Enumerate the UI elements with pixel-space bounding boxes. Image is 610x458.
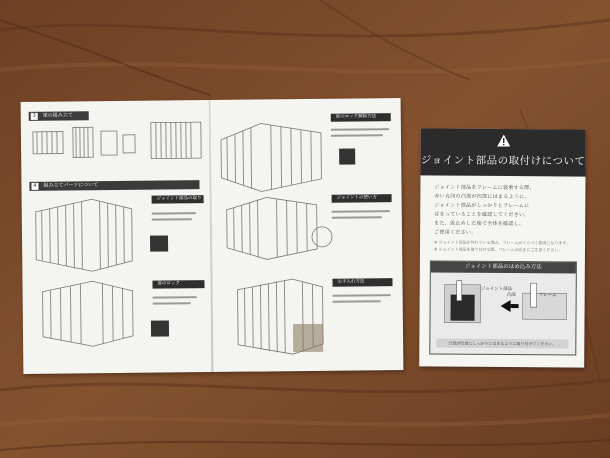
panel-rack-drawing [73,127,93,157]
joint-diagram-box [429,260,577,355]
label-joint: ジョイント部品 [480,286,513,293]
step-3-title: 扉の組み立て [42,112,73,119]
assembly-illustrations [21,98,404,374]
insert-line-6: ご使用ください。 [434,229,477,236]
playpen-drawing-1 [36,199,133,272]
assembled-gate-drawing [151,122,201,159]
insert-line-1: ジョイント部品をフレームに装着する際、 [434,184,535,192]
callout-joint-label: ジョイント部品の取り付け [156,196,202,210]
hinge-part-drawing [123,135,135,153]
playpen-drawing-2 [42,281,133,347]
joint-diagram-header: ジョイント部品のはめ込み方法 [431,262,576,274]
frame-tube [531,283,537,307]
insert-line-5: また、仮止めした後で全体を確認し、 [434,220,525,228]
callout-lock-label: 扉のロック [157,281,180,287]
zoom-detail-circle [312,227,332,247]
callout-joint [152,195,204,210]
gate-panel-drawing [33,132,63,154]
label-convex: 凸部 [506,293,516,299]
step-4-number: 4 [33,182,37,189]
step-4-title: 組み立てパーツについて [43,182,99,189]
joint-slot [457,281,462,301]
playpen-drawing-3 [221,123,322,192]
right-header-unlock-label: 扉のロック解除方法 [335,114,377,120]
warning-triangle-icon [497,134,511,147]
playpen-photo [293,324,323,352]
callout-care [332,278,392,287]
detail-photo-3 [339,148,355,164]
insert-line-2: 赤い丸印の凸部が凹部にはまるように、 [434,193,530,201]
detail-photo-1 [150,235,168,251]
insert-title: ジョイント部品の取付けについて [420,154,586,168]
callout-care-label: お手入れ方法 [337,279,365,285]
playpen-drawing-4 [227,197,318,260]
right-header-unlock [331,113,391,122]
callout-lock [152,280,204,289]
insert-note-2: ※ ジョイント部品を取り付ける際、フレームの向きにご注意ください。 [433,246,563,253]
joint-parts-insert-sheet [419,128,586,367]
insert-note-1: ※ ジョイント部品が外れている場合、フレームがぐらつく原因となります。 [434,239,571,246]
detail-photo-2 [151,320,169,336]
label-frame: フレーム [538,293,557,299]
step-3-number: 3 [32,112,36,119]
instruction-manual-sheet [21,98,404,374]
arrow-shaft [511,304,519,308]
door-panel-drawing [101,131,117,155]
arrow-left-icon [501,300,511,312]
joint-part-inner [450,295,474,321]
insert-header [421,128,586,176]
insert-line-4: はまっていることを確認してください。 [434,211,530,219]
right-header-joint-use [332,194,392,203]
joint-diagram [430,273,575,340]
joint-diagram-footer: 凸部が凹部にしっかりとはまるように取り付けてください。 [436,339,568,349]
right-header-joint-use-label: ジョイントの使い方 [336,195,378,201]
insert-line-3: ジョイント部品がしっかりとフレームに [434,202,530,210]
